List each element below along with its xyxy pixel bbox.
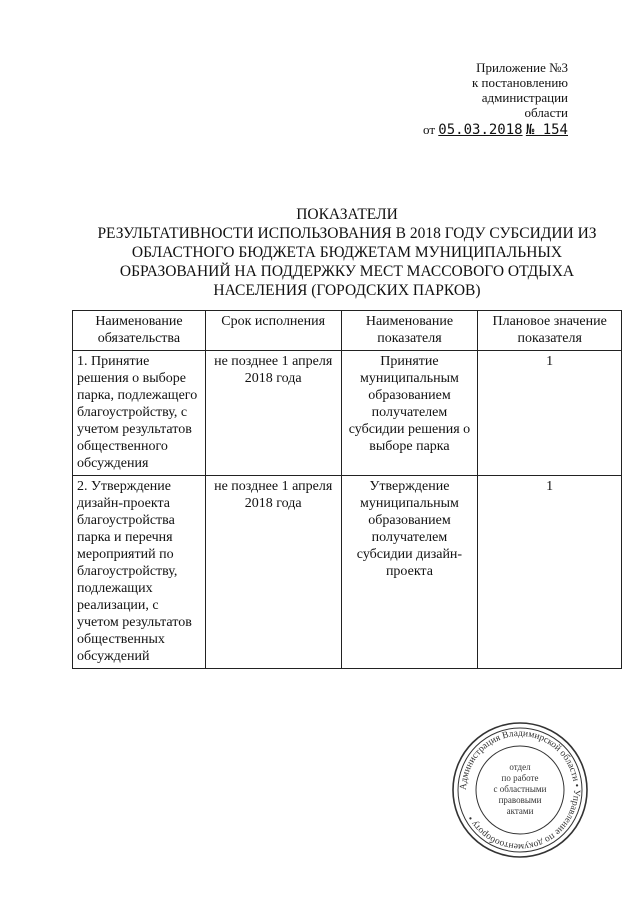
title-line-5: НАСЕЛЕНИЯ (ГОРОДСКИХ ПАРКОВ) [213, 282, 481, 299]
appendix-line-4: области [524, 105, 568, 120]
seal-inner-line: с областными [493, 784, 547, 794]
indicator-cell: Утверждение муниципальным образованием получателем субсидии дизайн-проекта [341, 476, 478, 669]
table-header-row [73, 311, 622, 351]
appendix-line-3: администрации [481, 90, 568, 105]
header-indicator: Наименование показателя [341, 311, 478, 351]
document-title [72, 205, 622, 300]
appendix-line-1: Приложение №3 [476, 60, 568, 75]
seal-inner-line: актами [506, 806, 534, 816]
decree-number: № 154 [525, 122, 568, 138]
title-line-1: ПОКАЗАТЕЛИ [296, 206, 398, 223]
obligation-cell: 1. Принятие решения о выборе парка, подлежащего благоустройству, с учетом результатов общественного обсуждения [73, 351, 206, 476]
obligation-cell: 2. Утверждение дизайн-проекта благоустройства парка и перечня мероприятий по благоустройству, подлежащих реализации, с учетом результатов общественных обсуждений [73, 476, 206, 669]
official-seal-stamp [450, 720, 590, 860]
indicator-cell: Принятие муниципальным образованием получателем субсидии решения о выборе парка [341, 351, 478, 476]
seal-ring-text: Администрация Владимирской области • Управление по документообороту • [458, 728, 582, 852]
plan-value-cell: 1 [478, 351, 622, 476]
title-line-4: ОБРАЗОВАНИЙ НА ПОДДЕРЖКУ МЕСТ МАССОВОГО ОТДЫХА [119, 263, 575, 280]
appendix-block [400, 60, 568, 138]
appendix-date-line [400, 122, 568, 138]
deadline-cell: не позднее 1 апреля 2018 года [205, 351, 341, 476]
table-row [73, 351, 622, 476]
title-line-2: РЕЗУЛЬТАТИВНОСТИ ИСПОЛЬЗОВАНИЯ В 2018 ГОДУ СУБСИДИИ ИЗ [97, 225, 597, 242]
seal-inner-line: правовыми [498, 795, 542, 805]
decree-date: 05.03.2018 [438, 122, 523, 138]
table-row [73, 476, 622, 669]
deadline-cell: не позднее 1 апреля 2018 года [205, 476, 341, 669]
indicators-table [72, 310, 622, 669]
appendix-line-2: к постановлению [471, 75, 568, 90]
from-label: от [423, 122, 436, 137]
header-plan-value: Плановое значение показателя [478, 311, 622, 351]
title-line-3: ОБЛАСТНОГО БЮДЖЕТА БЮДЖЕТАМ МУНИЦИПАЛЬНЫХ [131, 244, 563, 261]
header-obligation: Наименование обязательства [73, 311, 206, 351]
seal-inner-line: отдел [509, 762, 531, 772]
header-deadline: Срок исполнения [205, 311, 341, 351]
seal-inner-line: по работе [501, 773, 539, 783]
plan-value-cell: 1 [478, 476, 622, 669]
